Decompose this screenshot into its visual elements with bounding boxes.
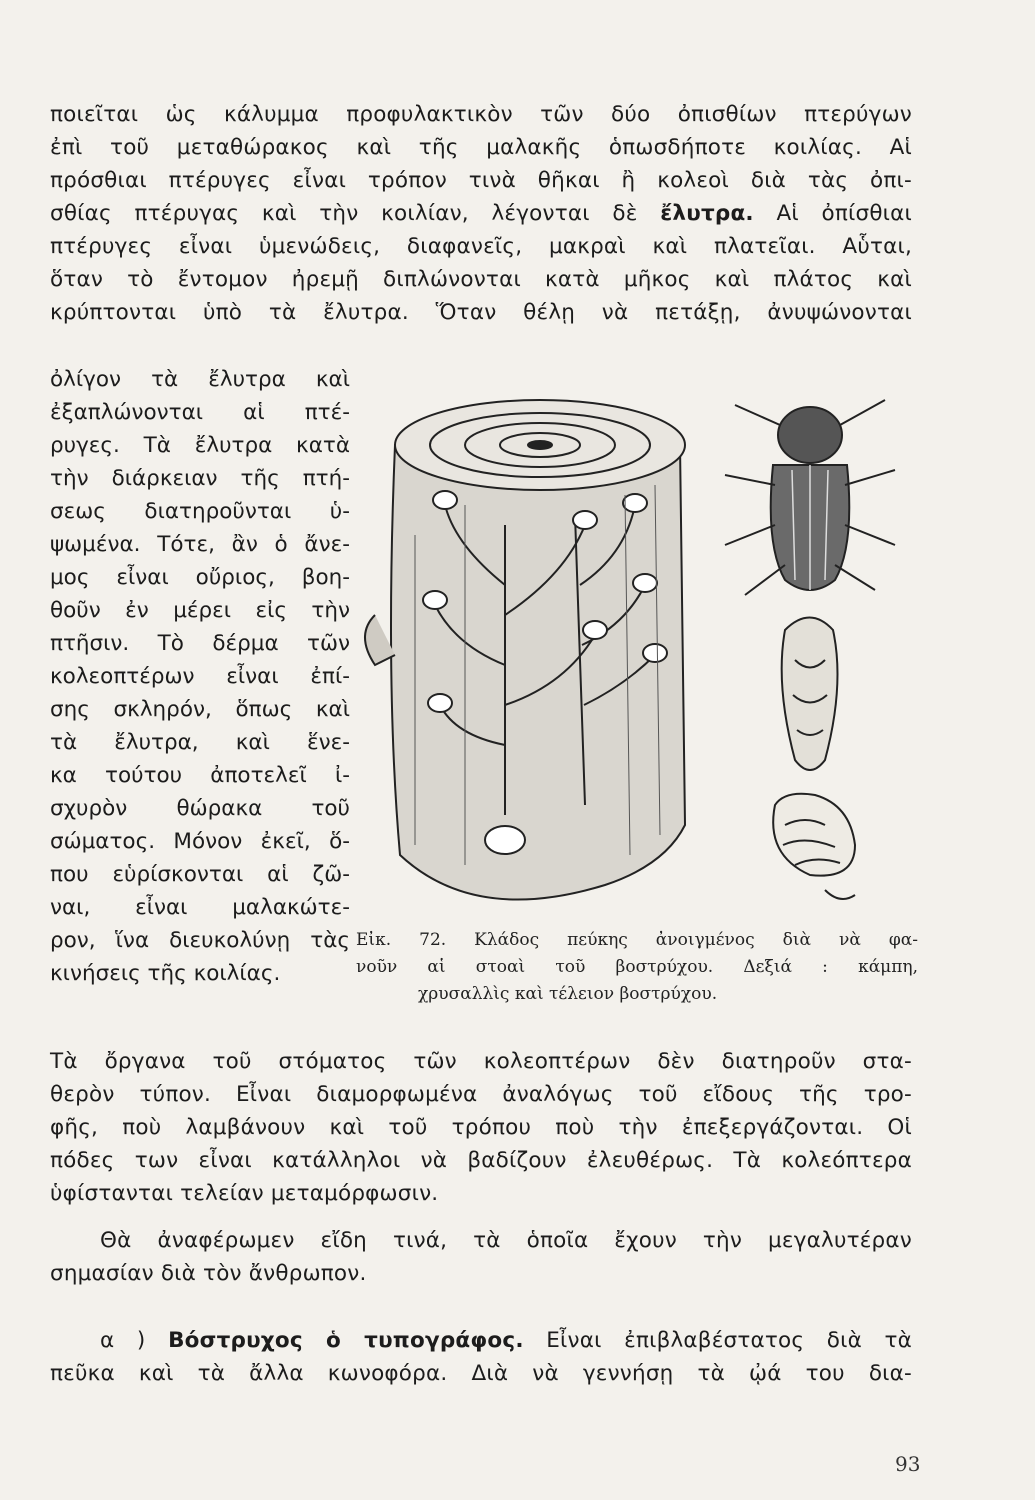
text-line: σης σκληρόν, ὅπως καὶ	[50, 697, 350, 722]
text-line: ψωμένα. Τότε, ἂν ὁ ἄνε-	[50, 532, 350, 557]
text-line: θοῦν ἐν μέρει εἰς τὴν	[50, 598, 350, 623]
text-line: κινήσεις τῆς κοιλίας.	[50, 961, 281, 986]
text-line: ρον, ἵνα διευκολύνῃ τὰς	[50, 928, 350, 953]
text-line: ἐπὶ τοῦ μεταθώρακος καὶ τῆς μαλακῆς ὁπωσδήποτε κοιλίας. Αἱ	[50, 135, 912, 160]
page-number: 93	[895, 1452, 921, 1476]
text-line: πόδες των εἶναι κατάλληλοι νὰ βαδίζουν ἐλευθέρως. Τὰ κολεόπτερα	[50, 1148, 912, 1173]
caption-line: νοῦν αἱ στοαὶ τοῦ βοστρύχου. Δεξιά : κάμπη,	[356, 957, 918, 977]
text-line: κα τούτου ἀποτελεῖ ἰ-	[50, 763, 350, 788]
figure-pine-branch-beetle	[355, 385, 900, 925]
figure-caption	[356, 927, 918, 1008]
text-line: φῆς, ποὺ λαμβάνουν καὶ τοῦ τρόπου ποὺ τὴν ἐπεξεργάζονται. Οἱ	[50, 1115, 912, 1140]
text-line: που εὑρίσκονται αἱ ζῶ-	[50, 862, 350, 887]
text-line: ποιεῖται ὡς κάλυμμα προφυλακτικὸν τῶν δύο ὀπισθίων πτερύγων	[50, 102, 912, 127]
text-line: ὑφίστανται τελείαν μεταμόρφωσιν.	[50, 1181, 439, 1206]
text-line: τὴν διάρκειαν τῆς πτή-	[50, 466, 350, 491]
text-line: σώματος. Μόνον ἐκεῖ, ὅ-	[50, 829, 350, 854]
text-line: Τὰ ὄργανα τοῦ στόματος τῶν κολεοπτέρων δὲν διατηροῦν στα-	[50, 1049, 912, 1074]
text-line: κολεοπτέρων εἶναι ἐπί-	[50, 664, 350, 689]
caption-line: χρυσαλλὶς καὶ τέλειον βοστρύχου.	[418, 984, 718, 1004]
text-line: ὅταν τὸ ἔντομον ἠρεμῇ διπλώνονται κατὰ μῆκος καὶ πλάτος καὶ	[50, 267, 912, 292]
adult-beetle-illustration	[725, 400, 895, 595]
text-line: τὰ ἔλυτρα, καὶ ἕνε-	[50, 730, 350, 755]
text-line: σεως διατηροῦνται ὑ-	[50, 499, 350, 524]
text-line: πεῦκα καὶ τὰ ἄλλα κωνοφόρα. Διὰ νὰ γεννήσῃ τὰ ᾠά του δια-	[50, 1361, 912, 1386]
caption-line: Εἰκ. 72. Κλάδος πεύκης ἀνοιγμένος διὰ νὰ φα-	[356, 930, 918, 950]
pupa-illustration	[782, 618, 838, 771]
text-line: σημασίαν διὰ τὸν ἄνθρωπον.	[50, 1261, 367, 1286]
text-line: μος εἶναι οὔριος, βοη-	[50, 565, 350, 590]
text-line: ρυγες. Τὰ ἔλυτρα κατὰ	[50, 433, 350, 458]
text-line: α ) Βόστρυχος ὁ τυπογράφος. Εἶναι ἐπιβλαβέστατος διὰ τὰ	[100, 1328, 913, 1353]
text-line: θερὸν τύπον. Εἶναι διαμορφωμένα ἀναλόγως τοῦ εἴδους τῆς τρο-	[50, 1082, 912, 1107]
text-line: Θὰ ἀναφέρωμεν εἴδη τινά, τὰ ὁποῖα ἔχουν τὴν μεγαλυτέραν	[100, 1228, 912, 1253]
text-line: ναι, εἶναι μαλακώτε-	[50, 895, 350, 920]
text-line: πτέρυγες εἶναι ὑμενώδεις, διαφανεῖς, μακραὶ καὶ πλατεῖαι. Αὗται,	[50, 234, 912, 259]
pine-log-illustration	[365, 400, 685, 900]
larva-illustration	[773, 794, 855, 899]
text-line: πτῆσιν. Τὸ δέρμα τῶν	[50, 631, 350, 656]
text-line: σθίας πτέρυγας καὶ τὴν κοιλίαν, λέγονται δὲ ἔλυτρα. Αἱ ὀπίσθιαι	[50, 201, 912, 226]
text-line: ὀλίγον τὰ ἔλυτρα καὶ	[50, 367, 350, 392]
bold-term: ἔλυτρα.	[660, 201, 754, 226]
bold-term: Βόστρυχος ὁ τυπογράφος.	[168, 1328, 524, 1353]
text-line: πρόσθιαι πτέρυγες εἶναι τρόπον τινὰ θῆκαι ἢ κολεοὶ διὰ τὰς ὀπι-	[50, 168, 912, 193]
text-line: ἐξαπλώνονται αἱ πτέ-	[50, 400, 350, 425]
text-line: σχυρὸν θώρακα τοῦ	[50, 796, 350, 821]
text-line: κρύπτονται ὑπὸ τὰ ἔλυτρα. Ὅταν θέλῃ νὰ πετάξῃ, ἀνυψώνονται	[50, 300, 912, 325]
